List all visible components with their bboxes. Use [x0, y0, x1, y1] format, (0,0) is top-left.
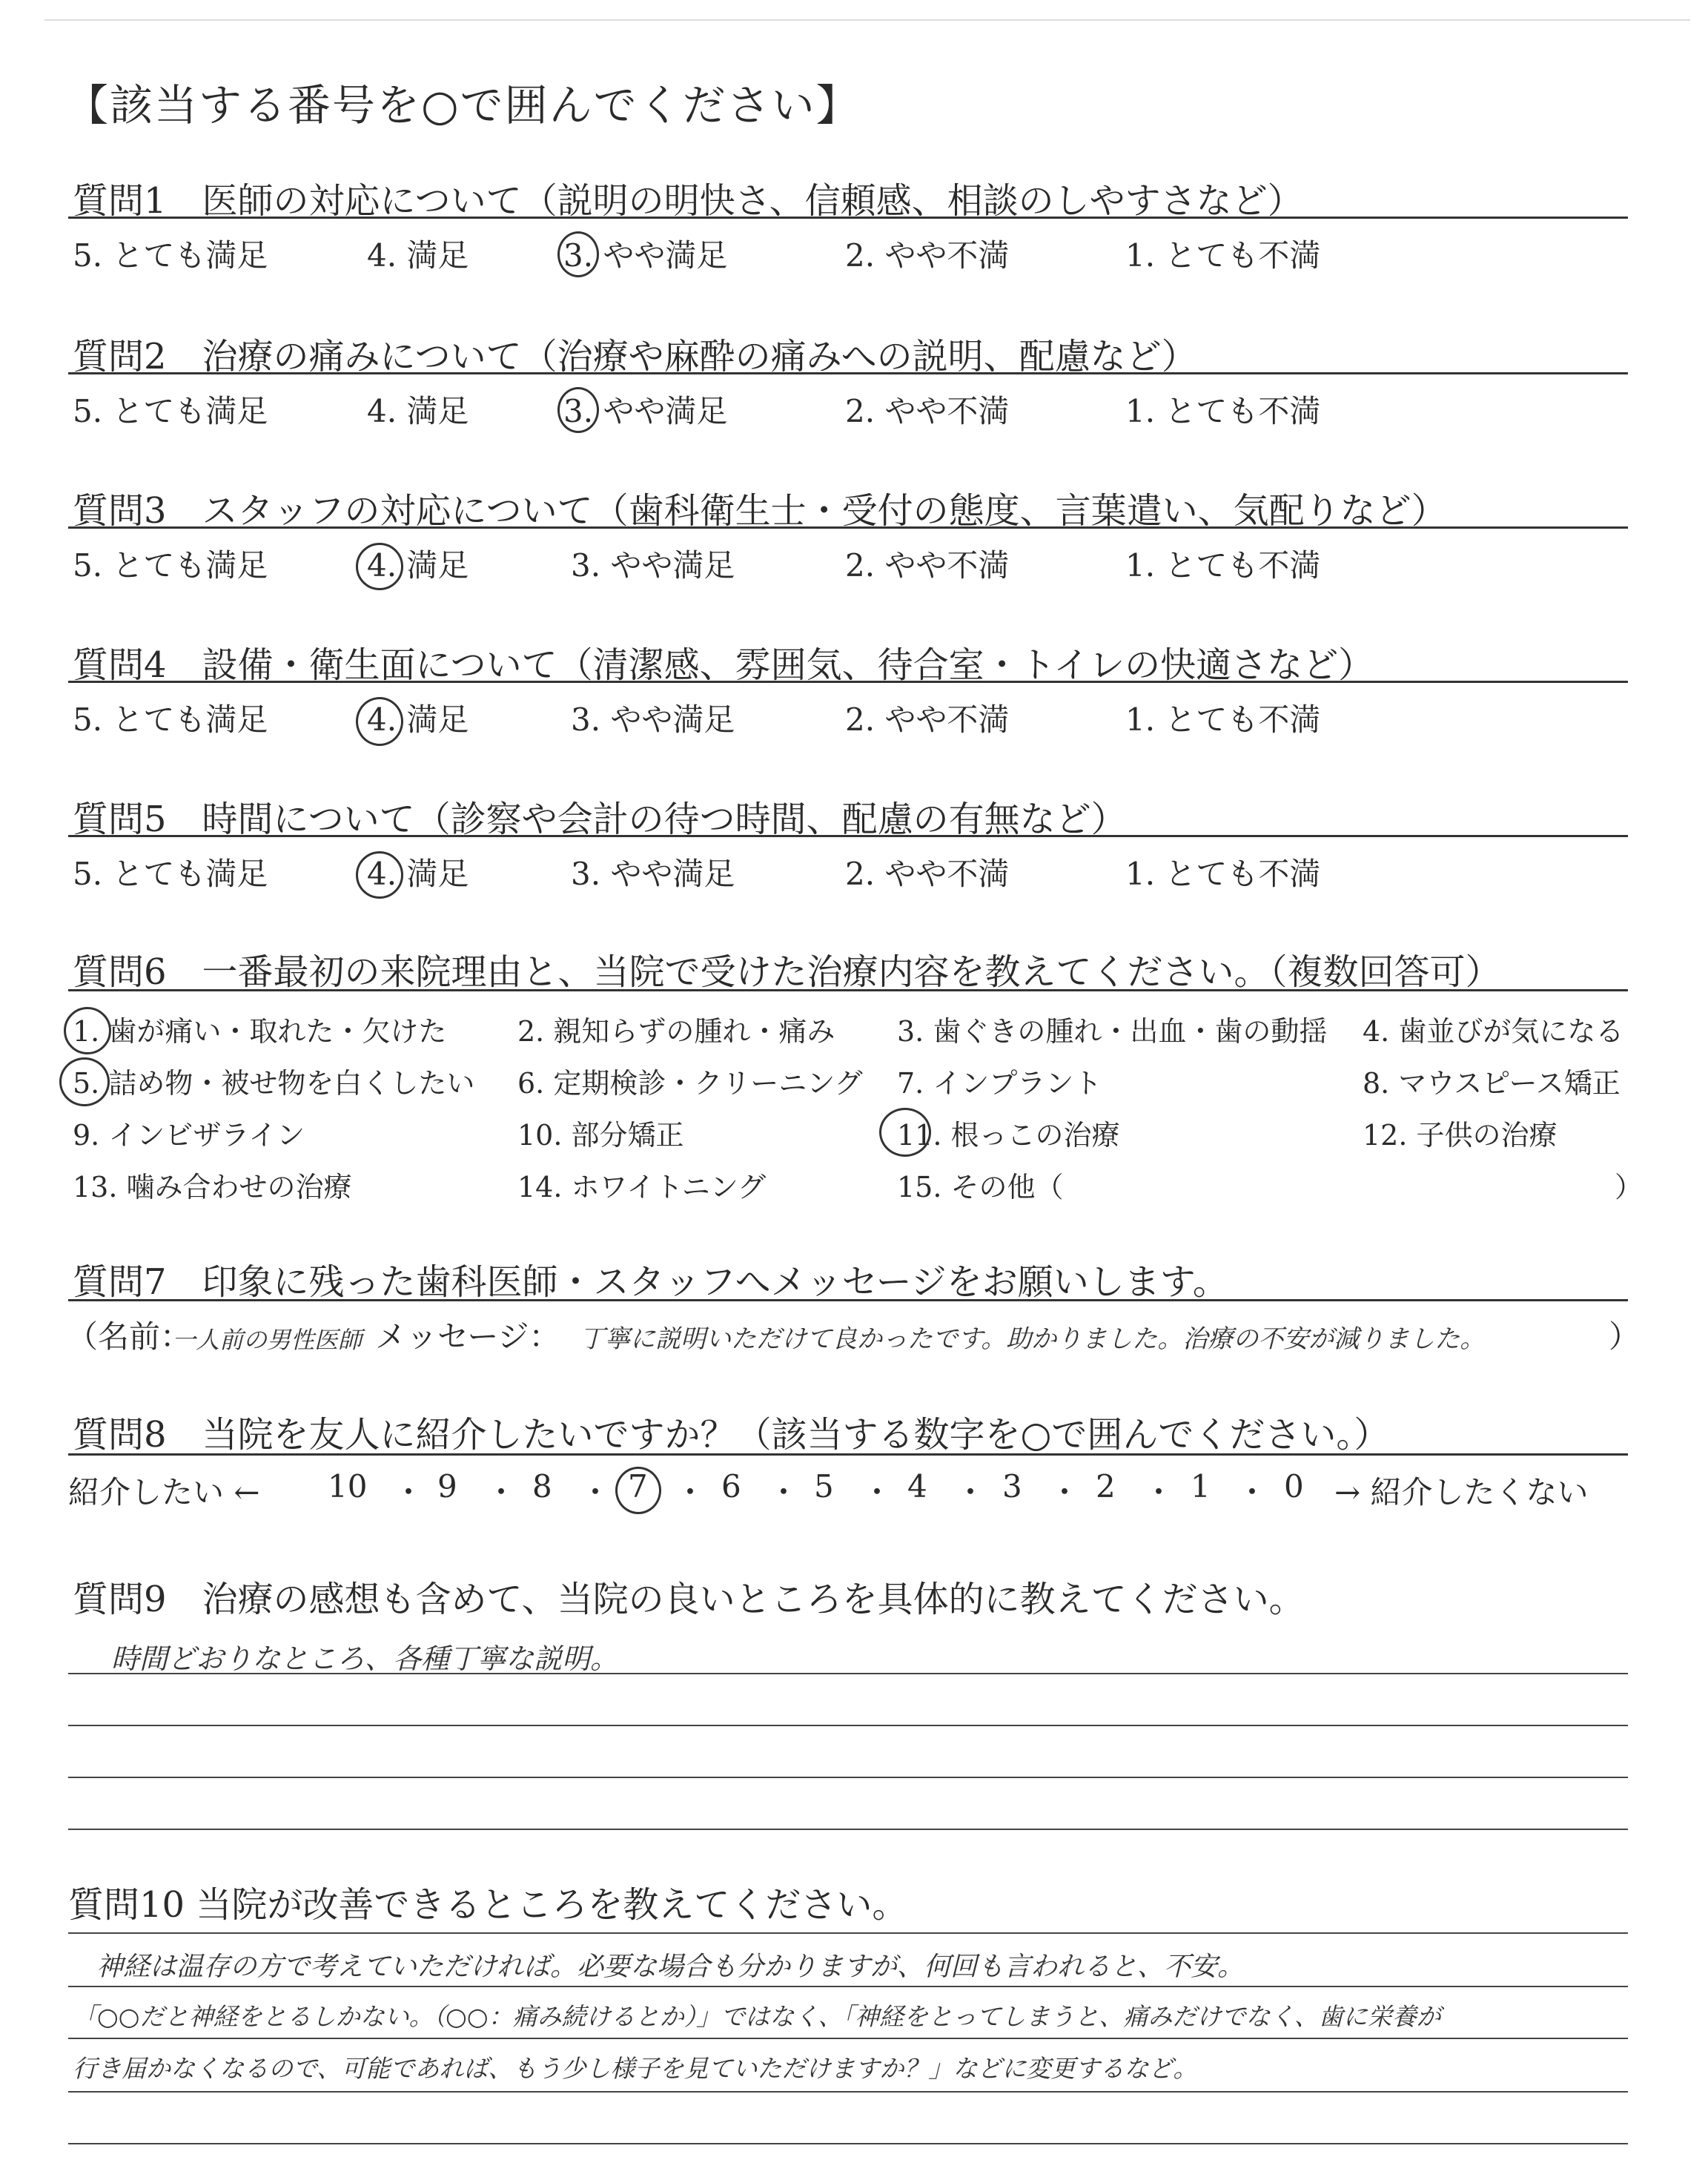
q1-underline: [68, 217, 1628, 219]
q10-rule-1: [68, 1932, 1628, 1934]
q8-scale-0[interactable]: 0: [1284, 1468, 1304, 1505]
q2-option-2[interactable]: 2. やや不満: [845, 393, 1010, 429]
q8-scale-4[interactable]: 4: [907, 1468, 927, 1505]
q1-selection-circle: [557, 231, 599, 277]
q6-option-5[interactable]: 5. 詰め物・被せ物を白くしたい: [73, 1067, 475, 1100]
q2-option-5[interactable]: 5. とても満足: [73, 393, 268, 429]
q6-option-7[interactable]: 7. インプラント: [897, 1067, 1102, 1100]
q3-option-3[interactable]: 3. やや満足: [571, 547, 735, 584]
q4-option-4[interactable]: 4. 満足: [367, 701, 469, 738]
q1-option-3[interactable]: 3. やや満足: [563, 237, 728, 274]
q8-sep: ・: [1049, 1474, 1081, 1510]
q4-option-1[interactable]: 1. とても不満: [1125, 701, 1321, 738]
q8-scale-2[interactable]: 2: [1096, 1468, 1116, 1505]
q6-option-15-close: ）: [1615, 1171, 1644, 1203]
q10-answer-line-2[interactable]: 「○○だと神経をとるしかない。（○○：痛み続けるとか）」ではなく、「神経をとってしまうと、痛みだけでなく、歯に栄養が: [73, 2002, 1441, 2031]
q6-option-9[interactable]: 9. インビザライン: [73, 1119, 305, 1152]
q8-left-label: 紹介したい ←: [68, 1474, 260, 1510]
q6-selection-circle-1: [64, 1007, 111, 1054]
q7-underline: [68, 1299, 1628, 1301]
q2-option-1[interactable]: 1. とても不満: [1125, 393, 1321, 429]
q3-underline: [68, 526, 1628, 529]
q9-rule-2: [68, 1725, 1628, 1726]
q8-scale-6[interactable]: 6: [721, 1468, 741, 1505]
q6-selection-circle-11: [879, 1108, 931, 1157]
q1-option-1[interactable]: 1. とても不満: [1125, 237, 1321, 274]
q2-underline: [68, 372, 1628, 374]
q5-option-3[interactable]: 3. やや満足: [571, 856, 735, 892]
q8-right-label: → 紹介したくない: [1334, 1474, 1589, 1510]
q6-option-6[interactable]: 6. 定期検診・クリーニング: [517, 1067, 863, 1100]
q6-option-10[interactable]: 10. 部分矯正: [517, 1119, 684, 1152]
q6-option-12[interactable]: 12. 子供の治療: [1363, 1119, 1558, 1152]
q8-sep: ・: [861, 1474, 893, 1510]
q7-title: 質問7 印象に残った歯科医師・スタッフへメッセージをお願いします。: [73, 1261, 1228, 1303]
q4-option-5[interactable]: 5. とても満足: [73, 701, 268, 738]
q7-name-label: （名前：: [67, 1318, 192, 1355]
q8-scale-7[interactable]: 7: [628, 1468, 648, 1505]
q10-rule-5: [68, 2143, 1628, 2144]
q4-option-2[interactable]: 2. やや不満: [845, 701, 1010, 738]
q4-title: 質問4 設備・衛生面について（清潔感、雰囲気、待合室・トイレの快適さなど）: [73, 644, 1374, 686]
q1-title: 質問1 医師の対応について（説明の明快さ、信頼感、相談のしやすさなど）: [73, 180, 1303, 222]
q3-title: 質問3 スタッフの対応について（歯科衛生士・受付の態度、言葉遣い、気配りなど）: [73, 490, 1447, 532]
q8-sep: ・: [393, 1474, 425, 1510]
q6-option-13[interactable]: 13. 噛み合わせの治療: [73, 1171, 352, 1203]
q5-option-1[interactable]: 1. とても不満: [1125, 856, 1321, 892]
q9-rule-4: [68, 1829, 1628, 1830]
q3-selection-circle: [356, 543, 403, 590]
q3-option-2[interactable]: 2. やや不満: [845, 547, 1010, 584]
q8-sep: ・: [675, 1474, 706, 1510]
q8-scale-3[interactable]: 3: [1002, 1468, 1022, 1505]
q8-scale-9[interactable]: 9: [437, 1468, 457, 1505]
q6-option-11[interactable]: 11. 根っこの治療: [897, 1119, 1120, 1152]
q5-option-2[interactable]: 2. やや不満: [845, 856, 1010, 892]
q3-option-4[interactable]: 4. 満足: [367, 547, 469, 584]
q9-answer[interactable]: 時間どおりなところ、各種丁寧な説明。: [111, 1642, 619, 1675]
q6-underline: [68, 989, 1628, 991]
q8-scale-10[interactable]: 10: [328, 1468, 368, 1505]
q6-selection-circle-5: [59, 1057, 110, 1106]
q6-option-1[interactable]: 1. 歯が痛い・取れた・欠けた: [73, 1015, 447, 1048]
q4-underline: [68, 681, 1628, 683]
q6-option-3[interactable]: 3. 歯ぐきの腫れ・出血・歯の動揺: [897, 1015, 1328, 1048]
q5-option-5[interactable]: 5. とても満足: [73, 856, 268, 892]
q2-title: 質問2 治療の痛みについて（治療や麻酔の痛みへの説明、配慮など）: [73, 336, 1197, 377]
q8-scale-8[interactable]: 8: [532, 1468, 552, 1505]
q4-selection-circle: [356, 697, 403, 746]
q2-option-4[interactable]: 4. 満足: [367, 393, 469, 429]
q8-scale-5[interactable]: 5: [814, 1468, 834, 1505]
q8-underline: [68, 1453, 1628, 1456]
q8-title: 質問8 当院を友人に紹介したいですか？（該当する数字を○で囲んでください。）: [73, 1414, 1390, 1456]
q6-option-2[interactable]: 2. 親知らずの腫れ・痛み: [517, 1015, 835, 1048]
q7-message-label: メッセージ：: [375, 1318, 560, 1355]
q5-underline: [68, 835, 1628, 837]
q10-answer-line-1[interactable]: 神経は温存の方で考えていただければ。必要な場合も分かりますが、何回も言われると、不安。: [96, 1952, 1245, 1982]
top-border: [44, 19, 1690, 21]
q5-option-4[interactable]: 4. 満足: [367, 856, 469, 892]
q8-sep: ・: [1143, 1474, 1175, 1510]
q3-option-5[interactable]: 5. とても満足: [73, 547, 268, 584]
q2-option-3[interactable]: 3. やや満足: [563, 393, 728, 429]
page-heading: 【該当する番号を○で囲んでください】: [65, 80, 861, 131]
q5-selection-circle: [356, 851, 403, 899]
q1-option-5[interactable]: 5. とても満足: [73, 237, 268, 274]
q10-rule-3: [68, 2038, 1628, 2039]
q9-title: 質問9 治療の感想も含めて、当院の良いところを具体的に教えてください。: [73, 1579, 1305, 1620]
q5-title: 質問5 時間について（診察や会計の待つ時間、配慮の有無など）: [73, 799, 1127, 840]
q10-rule-2: [68, 1986, 1628, 1987]
q1-option-2[interactable]: 2. やや不満: [845, 237, 1010, 274]
q3-option-1[interactable]: 1. とても不満: [1125, 547, 1321, 584]
q6-option-4[interactable]: 4. 歯並びが気になる: [1363, 1015, 1624, 1048]
q8-sep: ・: [1237, 1474, 1268, 1510]
q9-rule-1: [68, 1673, 1628, 1674]
q7-close-paren: ）: [1609, 1318, 1641, 1355]
q10-title: 質問10 当院が改善できるところを教えてください。: [68, 1884, 908, 1926]
q6-option-8[interactable]: 8. マウスピース矯正: [1363, 1067, 1621, 1100]
q8-sep: ・: [955, 1474, 987, 1510]
q8-scale-1[interactable]: 1: [1191, 1468, 1211, 1505]
q8-sep: ・: [768, 1474, 800, 1510]
q10-rule-4: [68, 2091, 1628, 2093]
q10-answer-line-3[interactable]: 行き届かなくなるので、可能であれば、もう少し様子を見ていただけますか？」などに変更するなど。: [73, 2054, 1198, 2083]
q8-selection-circle: [615, 1467, 661, 1514]
q6-option-14[interactable]: 14. ホワイトニング: [517, 1171, 767, 1203]
q7-message-value[interactable]: 丁寧に説明いただけて良かったです。助かりました。治療の不安が減りました。: [580, 1324, 1486, 1354]
q1-option-4[interactable]: 4. 満足: [367, 237, 469, 274]
q7-name-value[interactable]: 一人前の男性医師: [172, 1326, 363, 1354]
q6-option-15[interactable]: 15. その他（: [897, 1171, 1064, 1203]
q9-rule-3: [68, 1777, 1628, 1778]
q2-selection-circle: [557, 387, 599, 433]
q8-sep: ・: [486, 1474, 517, 1510]
q4-option-3[interactable]: 3. やや満足: [571, 701, 735, 738]
q8-sep: ・: [580, 1474, 612, 1510]
q6-title: 質問6 一番最初の来院理由と、当院で受けた治療内容を教えてください。（複数回答可）: [73, 951, 1501, 993]
